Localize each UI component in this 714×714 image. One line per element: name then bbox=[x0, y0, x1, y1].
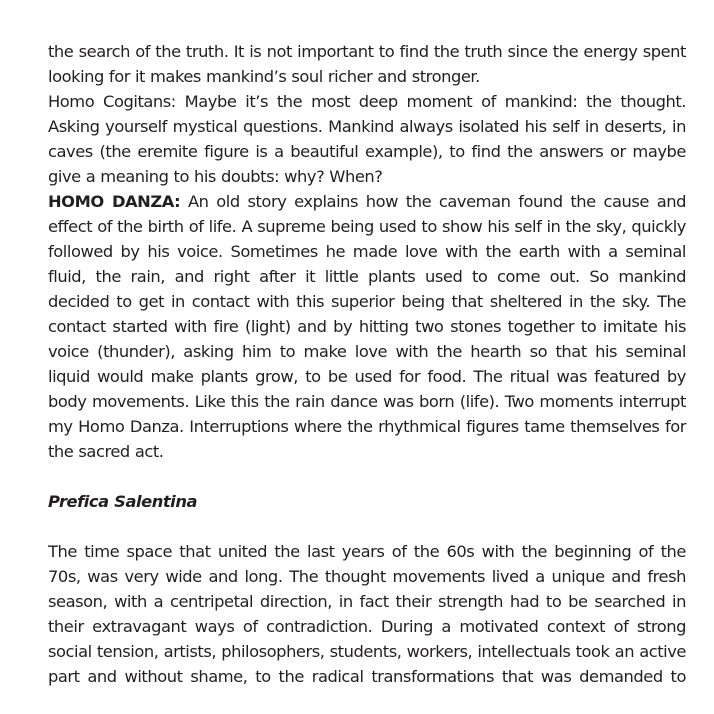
document-page bbox=[48, 39, 686, 689]
paragraph-homo-danza bbox=[48, 189, 686, 464]
paragraph-prefica-salentina: The time space that united the last years of the 60s with the beginning of the 70s, was very wide and long. The thought movements lived a unique and fresh season, with a centripetal direction, in fact their strength had to be searched in their extravagant ways of contradiction. During a motivated context of strong social tension, artists, philosophers, students, workers, intellectuals took an active part and without shame, to the radical transformations that was demanded to bbox=[48, 542, 686, 686]
paragraph-truth-search: the search of the truth. It is not important to find the truth since the energy spent looking for it makes mankind’s soul richer and stronger. bbox=[48, 42, 686, 86]
section-heading-prefica-salentina: Prefica Salentina bbox=[48, 492, 197, 511]
paragraph-homo-cogitans: Homo Cogitans: Maybe it’s the most deep moment of mankind: the thought. Asking yourself mystical questions. Mankind always isolated his self in deserts, in caves (the eremite figure is a beautiful example), to find the answers or maybe give a meaning to his doubts: why? When? bbox=[48, 92, 686, 186]
homo-danza-label: HOMO DANZA: bbox=[48, 192, 181, 211]
homo-danza-body: An old story explains how the caveman found the cause and effect of the birth of life. A supreme being used to show his self in the sky, quickly followed by his voice. Sometimes he made love with the earth with a seminal fluid, the rain, and right after it little plants used to come out. So mankind decided to get in contact with this superior being that sheltered in the sky. The contact started with fire (light) and by hitting two stones together to imitate his voice (thunder), asking him to make love with the hearth so that his seminal liquid would make plants grow, to be used for food. The ritual was featured by body movements. Like this the rain dance was born (life). Two moments interrupt my Homo Danza. Interruptions where the rhythmical figures tame themselves for the sacred act. bbox=[48, 192, 686, 461]
